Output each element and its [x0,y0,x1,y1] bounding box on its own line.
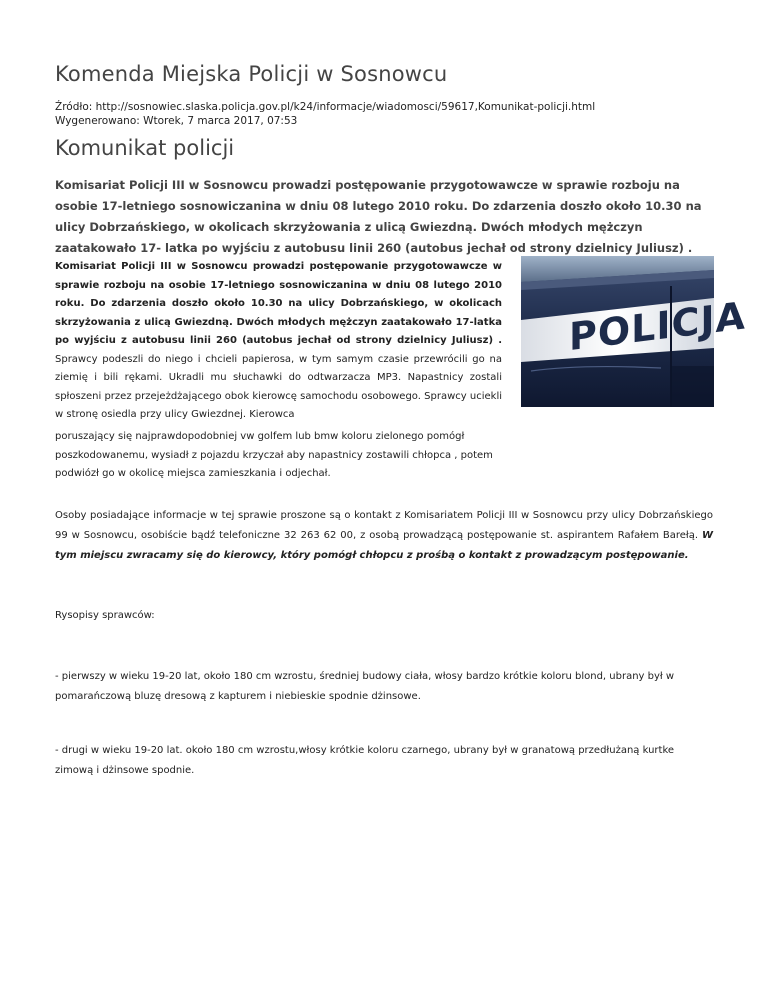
site-title: Komenda Miejska Policji w Sosnowcu [55,62,448,86]
van-lettering: POLICJA [569,293,746,360]
document-meta [55,100,595,128]
contact-appeal: W tym miejscu zwracamy się do kierowcy, który pomógł chłopcu z prośbą o kontakt z prowadzącym postępowanie. [55,530,713,561]
suspect-description-1: - pierwszy w wieku 19-20 lat, około 180 cm wzrostu, średniej budowy ciała, włosy bardzo krótkie koloru blond, ubrany był w pomarańczową bluzę dresową z kapturem i niebieskie spodnie dżinsowe. [55,671,675,702]
contact-paragraph [55,506,713,566]
contact-text: Osoby posiadające informacje w tej sprawie proszone są o kontakt z Komisariatem Policji III w Sosnowcu przy ulicy Dobrzańskiego 99 w Sosnowcu, osobiście bądź telefoniczne 32 263 62 00, z osobą prowadzącą postępowanie st. aspirantem Rafałem Barełą. [55,510,713,541]
article-lead: Komisariat Policji III w Sosnowcu prowadzi postępowanie przygotowawcze w sprawie rozboju na osobie 17-letniego sosnowiczanina w dniu 08 lutego 2010 roku. Do zdarzenia doszło około 10.30 na ulicy Dobrzańskiego, w okolicach skrzyżowania z ulicą Gwiezdną. Dwóch młodych mężczyn zaatakowało 17- latka po wyjściu z autobusu linii 260 (autobus jechał od strony dzielnicy Juliusz) . [55,178,702,255]
suspect-description-2: - drugi w wieku 19-20 lat. około 180 cm wzrostu,włosy krótkie koloru czarnego, ubrany był w granatową przedłużaną kurtke zimową i dżinsowe spodnie. [55,745,675,776]
article-body [55,258,502,425]
article-title: Komunikat policji [55,136,235,160]
generated-date: Wygenerowano: Wtorek, 7 marca 2017, 07:53 [55,115,298,127]
article-body-normal: Sprawcy podeszli do niego i chcieli papierosa, w tym samym czasie przewrócili go na ziemię i bili rękami. Ukradli mu słuchawki do odtwarzacza MP3. Napastnicy zostali spłoszeni przez przejeżdżającego obok kierowcę samochodu osobowego. Sprawcy uciekli w stronę osiedla przy ulicy Gwiezdnej. Kierowca [55,353,502,420]
police-van-photo [521,256,746,407]
source-url: Źródło: http://sosnowiec.slaska.policja.gov.pl/k24/informacje/wiadomosci/59617,Komunikat-policji.html [55,101,596,113]
descriptions-heading: Rysopisy sprawców: [55,610,155,621]
article-body-bold: Komisariat Policji III w Sosnowcu prowadzi postępowanie przygotowawcze w sprawie rozboju na osobie 17-letniego sosnowiczanina w dniu 08 lutego 2010 roku. Do zdarzenia doszło około 10.30 na ulicy Dobrzańskiego, w okolicach skrzyżowania z ulicą Gwiezdną. Dwóch młodych mężczyn zaatakowało 17-latka po wyjściu z autobusu linii 260 (autobus jechał od strony dzielnicy Juliusz) . [55,261,502,346]
article-body-continued: poruszający się najprawdopodobniej vw golfem lub bmw koloru zielonego pomógł poszkodowanemu, wysiadł z pojazdu krzyczał aby napastnicy zostawili chłopca , potem podwiózł go w okolicę miejsca zamieszkania i odjechał. [55,431,493,479]
